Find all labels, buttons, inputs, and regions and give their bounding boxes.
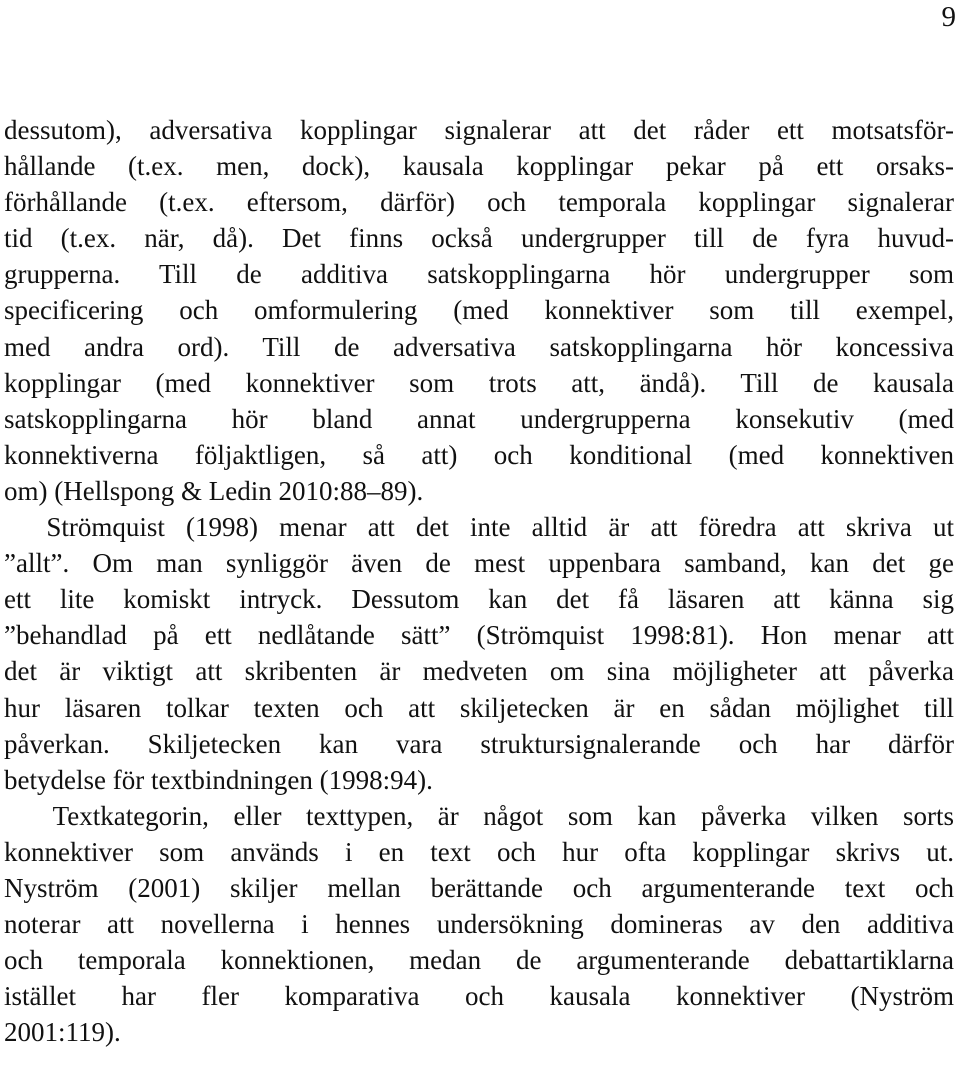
text-line: hur läsaren tolkar texten och att skiljetecken är en sådan möjlighet till [4,692,954,723]
document-body [4,112,954,1050]
text-line: ”behandlad på ett nedlåtande sätt” (Strömquist 1998:81). Hon menar att [4,620,954,651]
text-line: konnektiver som används i en text och hur ofta kopplingar skrivs ut. [4,836,954,867]
page-number: 9 [941,1,956,33]
text-line: hållande (t.ex. men, dock), kausala kopplingar pekar på ett orsaks- [4,151,954,182]
text-line: om) (Hellspong & Ledin 2010:88–89). [4,475,424,506]
text-line: specificering och omformulering (med konnektiver som till exempel, [4,295,954,326]
text-line: 2001:119). [4,1017,121,1048]
text-line: istället har fler komparativa och kausala konnektiver (Nyström [4,981,954,1012]
text-line: med andra ord). Till de adversativa satskopplingarna hör koncessiva [4,331,954,362]
text-line: betydelse för textbindningen (1998:94). [4,764,433,795]
text-line: satskopplingarna hör bland annat undergrupperna konsekutiv (med [4,403,954,434]
paragraph-2 [4,509,954,798]
text-line: grupperna. Till de additiva satskopplingarna hör undergrupper som [4,259,954,290]
paragraph-1 [4,112,954,509]
text-line: det är viktigt att skribenten är medveten om sina möjligheter att påverka [4,656,954,687]
paragraph-3 [4,798,954,1051]
text-line: kopplingar (med konnektiver som trots att, ändå). Till de kausala [4,367,954,398]
text-line: Nyström (2001) skiljer mellan berättande och argumenterande text och [4,872,954,903]
text-line: dessutom), adversativa kopplingar signalerar att det råder ett motsatsför- [4,115,954,145]
text-line: förhållande (t.ex. eftersom, därför) och temporala kopplingar signalerar [4,187,954,218]
text-line: och temporala konnektionen, medan de argumenterande debattartiklarna [4,945,954,976]
text-line: noterar att novellerna i hennes undersökning domineras av den additiva [4,909,954,940]
text-line: ett lite komiskt intryck. Dessutom kan det få läsaren att känna sig [4,584,954,615]
text-line: ”allt”. Om man synliggör även de mest uppenbara samband, kan det ge [4,548,954,579]
text-line: Strömquist (1998) menar att det inte alltid är att föredra att skriva ut [4,512,954,543]
text-line: påverkan. Skiljetecken kan vara struktursignalerande och har därför [4,728,954,759]
text-line: Textkategorin, eller texttypen, är något som kan påverka vilken sorts [4,800,954,831]
text-line: tid (t.ex. när, då). Det finns också undergrupper till de fyra huvud- [4,223,954,254]
text-line: konnektiverna följaktligen, så att) och konditional (med konnektiven [4,439,954,470]
